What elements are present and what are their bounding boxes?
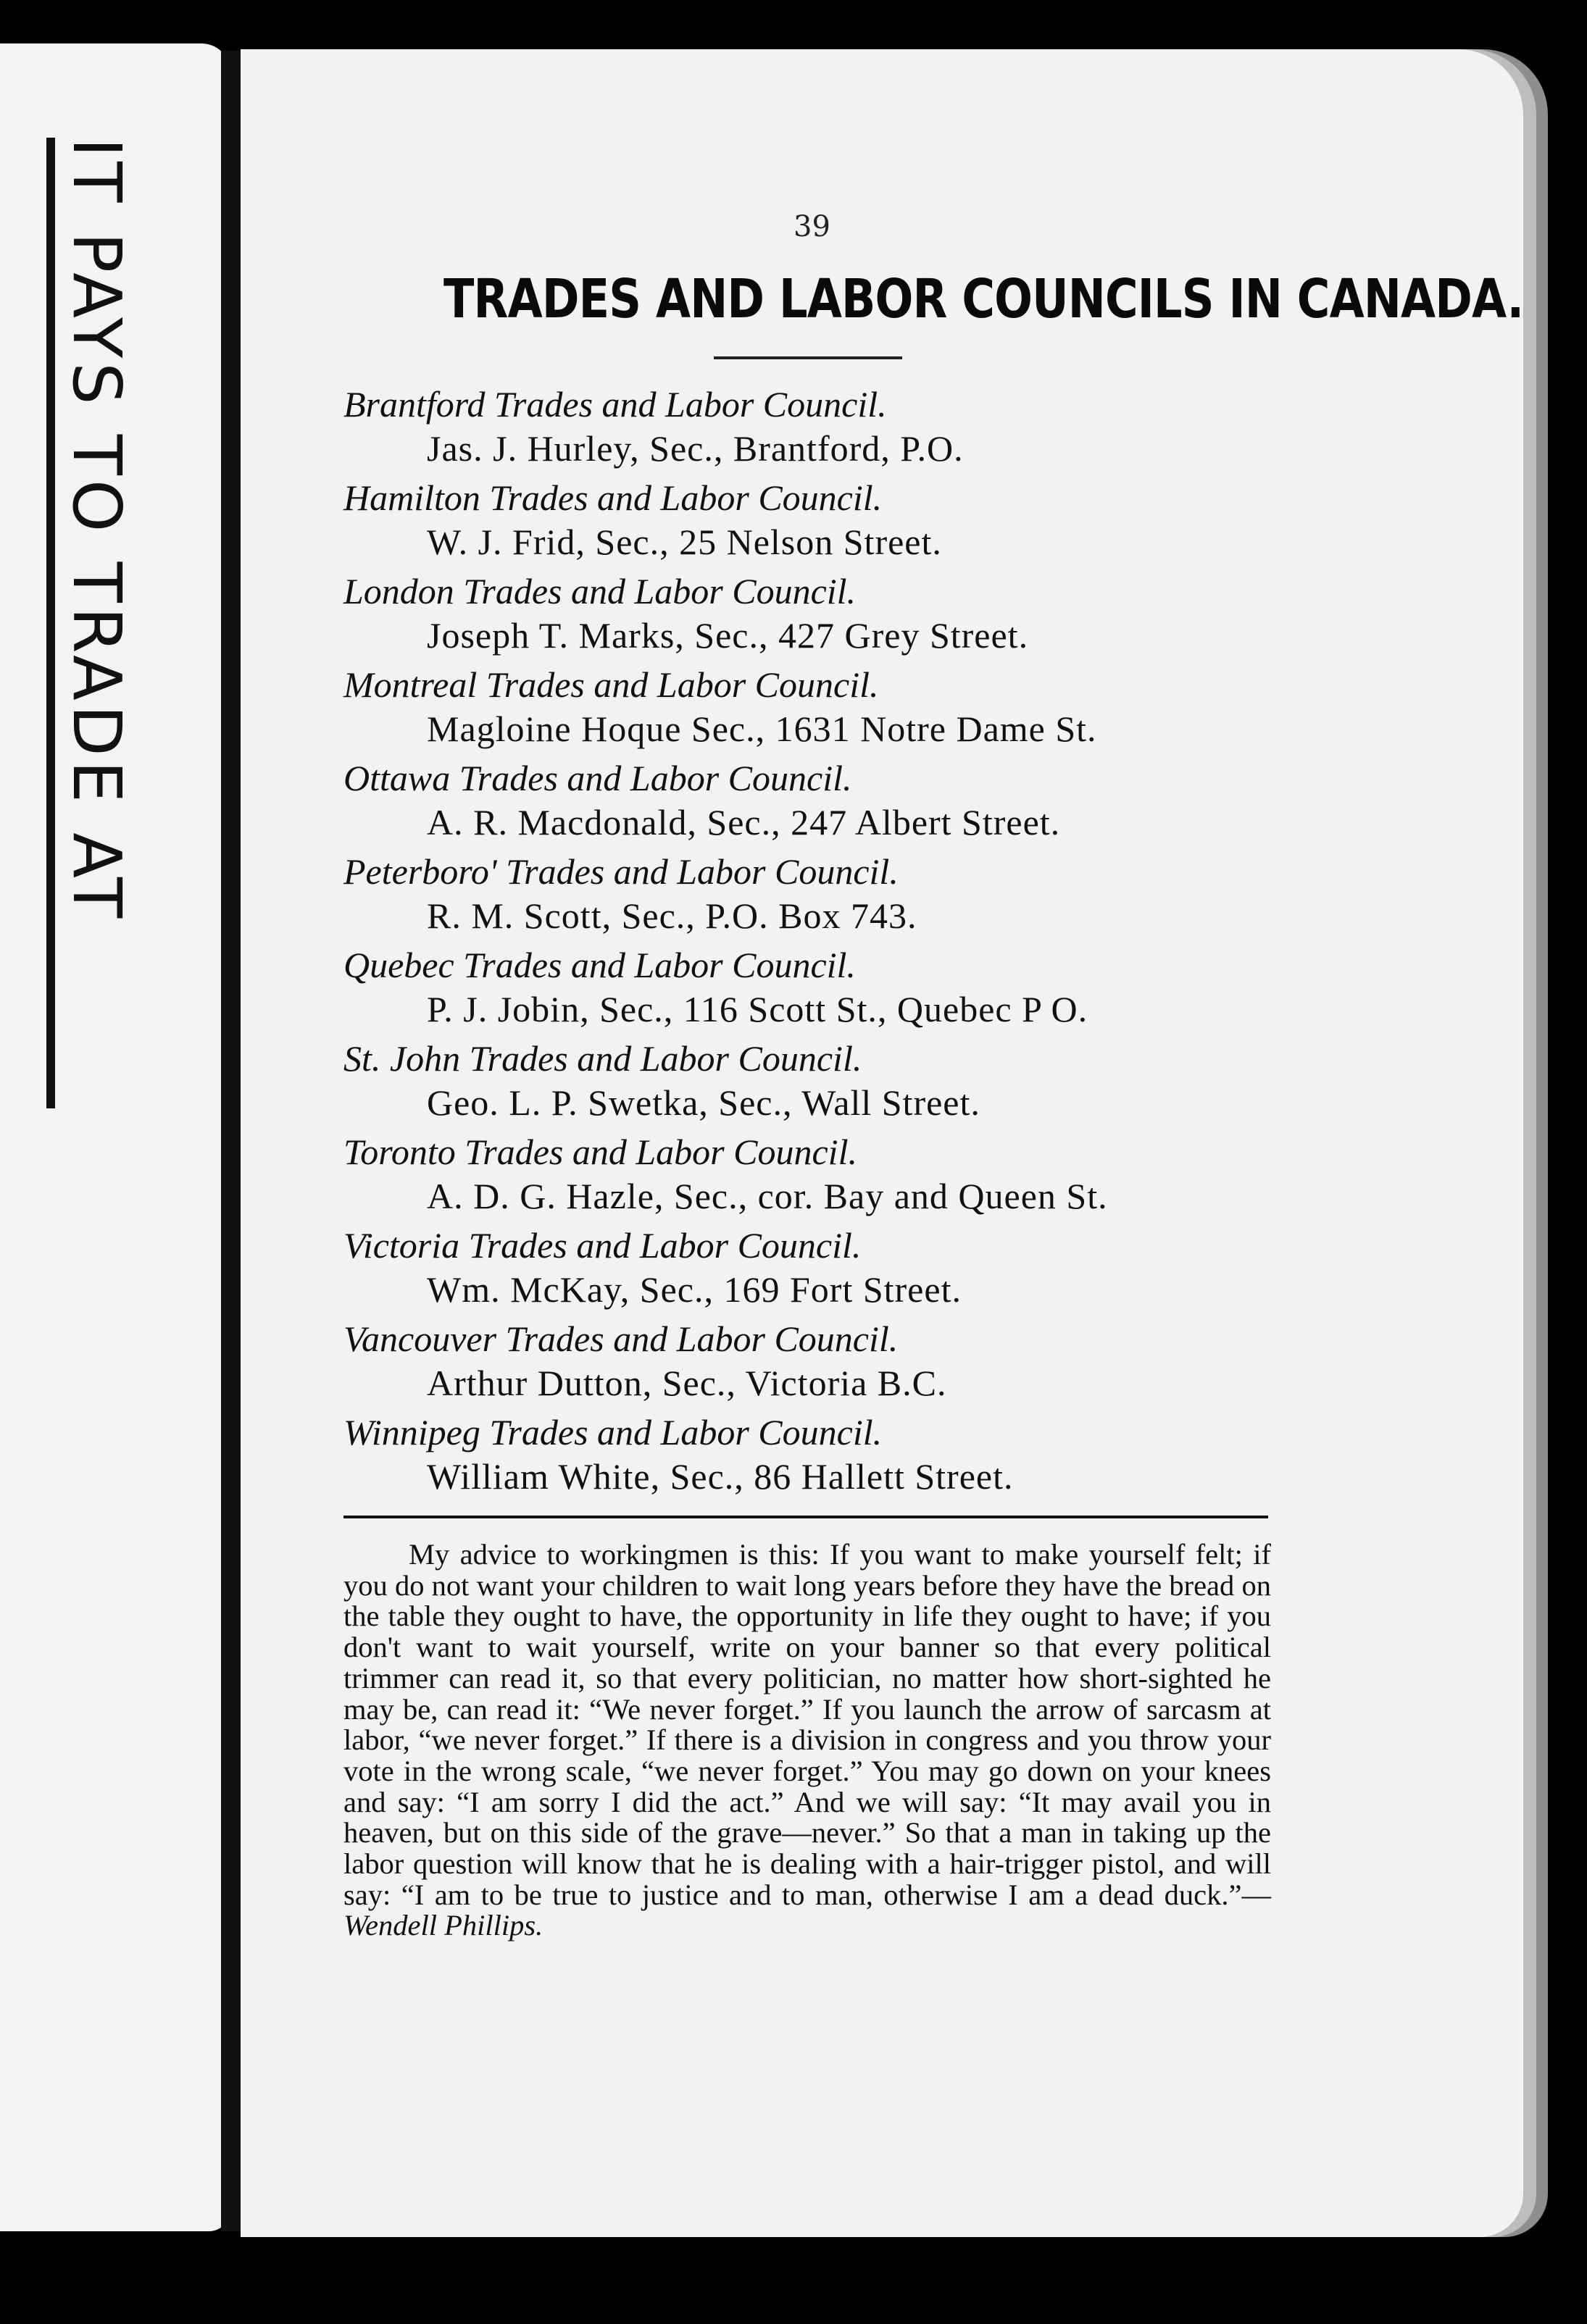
council-name: Montreal Trades and Labor Council.	[343, 664, 879, 705]
council-entry	[343, 756, 1286, 850]
council-entry	[343, 1130, 1286, 1224]
council-secretary: Geo. L. P. Swetka, Sec., Wall Street.	[427, 1082, 980, 1123]
council-entry	[343, 1410, 1286, 1504]
page-number: 39	[794, 210, 830, 243]
council-secretary: Wm. McKay, Sec., 169 Fort Street.	[427, 1269, 962, 1310]
council-entry	[343, 943, 1286, 1037]
council-secretary: A. D. G. Hazle, Sec., cor. Bay and Queen St.	[427, 1176, 1108, 1216]
council-name: Victoria Trades and Labor Council.	[343, 1225, 862, 1266]
council-secretary: Jas. J. Hurley, Sec., Brantford, P.O.	[427, 428, 964, 469]
page-heading: TRADES AND LABOR COUNCILS IN CANADA.	[443, 268, 1524, 330]
council-name: Winnipeg Trades and Labor Council.	[343, 1412, 883, 1452]
council-name: Toronto Trades and Labor Council.	[343, 1132, 857, 1172]
council-list	[343, 383, 1286, 1504]
council-entry	[343, 1037, 1286, 1130]
council-entry	[343, 476, 1286, 569]
council-entry	[343, 663, 1286, 756]
council-name: Hamilton Trades and Labor Council.	[343, 477, 883, 518]
section-divider	[343, 1516, 1268, 1518]
council-secretary: A. R. Macdonald, Sec., 247 Albert Street.	[427, 802, 1061, 843]
council-name: St. John Trades and Labor Council.	[343, 1038, 862, 1079]
quote-text: My advice to workingmen is this: If you want to make yourself felt; if you do not want your children to wait long years before they have the bread on the table they ought to have, the opportunity in life they ought to have; if you don't want to wait yourself, write on your banner so that every political trimmer can read it, so that every politician, no matter how short-sighted he may be, can read it: “We never forget.” If you launch the arrow of sarcasm at labor, “we never forget.” If there is a division in congress and you throw your vote in the wrong scale, “we never forget.” You may go down on your knees and say: “I am sorry I did the act.” And we will say: “It may avail you in heaven, but on this side of the grave—never.” So that a man in taking up the labor question will know that he is dealing with a hair-trigger pistol, and will say: “I am to be true to justice and to man, otherwise I am a dead duck.”—	[343, 1538, 1271, 1911]
council-secretary: William White, Sec., 86 Hallett Street.	[427, 1456, 1014, 1497]
quote-paragraph	[343, 1539, 1271, 1941]
council-secretary: Arthur Dutton, Sec., Victoria B.C.	[427, 1363, 947, 1403]
council-secretary: P. J. Jobin, Sec., 116 Scott St., Quebec P O.	[427, 989, 1088, 1029]
side-slogan: IT PAYS TO TRADE AT	[58, 138, 136, 923]
council-entry	[343, 383, 1286, 476]
council-name: Brantford Trades and Labor Council.	[343, 384, 887, 425]
council-entry	[343, 1317, 1286, 1410]
council-name: Peterboro' Trades and Labor Council.	[343, 851, 899, 892]
council-secretary: Joseph T. Marks, Sec., 427 Grey Street.	[427, 615, 1029, 656]
council-secretary: W. J. Frid, Sec., 25 Nelson Street.	[427, 522, 942, 562]
council-entry	[343, 850, 1286, 943]
council-name: Vancouver Trades and Labor Council.	[343, 1318, 899, 1359]
council-secretary: R. M. Scott, Sec., P.O. Box 743.	[427, 895, 917, 936]
heading-divider	[714, 356, 902, 359]
council-name: London Trades and Labor Council.	[343, 571, 857, 611]
slogan-rule	[46, 138, 55, 1108]
council-entry	[343, 569, 1286, 663]
council-secretary: Magloine Hoque Sec., 1631 Notre Dame St.	[427, 709, 1097, 749]
council-name: Ottawa Trades and Labor Council.	[343, 758, 852, 798]
council-name: Quebec Trades and Labor Council.	[343, 945, 856, 985]
quote-author: Wendell Phillips.	[343, 1909, 543, 1942]
book-spine	[221, 51, 241, 2231]
council-entry	[343, 1224, 1286, 1317]
